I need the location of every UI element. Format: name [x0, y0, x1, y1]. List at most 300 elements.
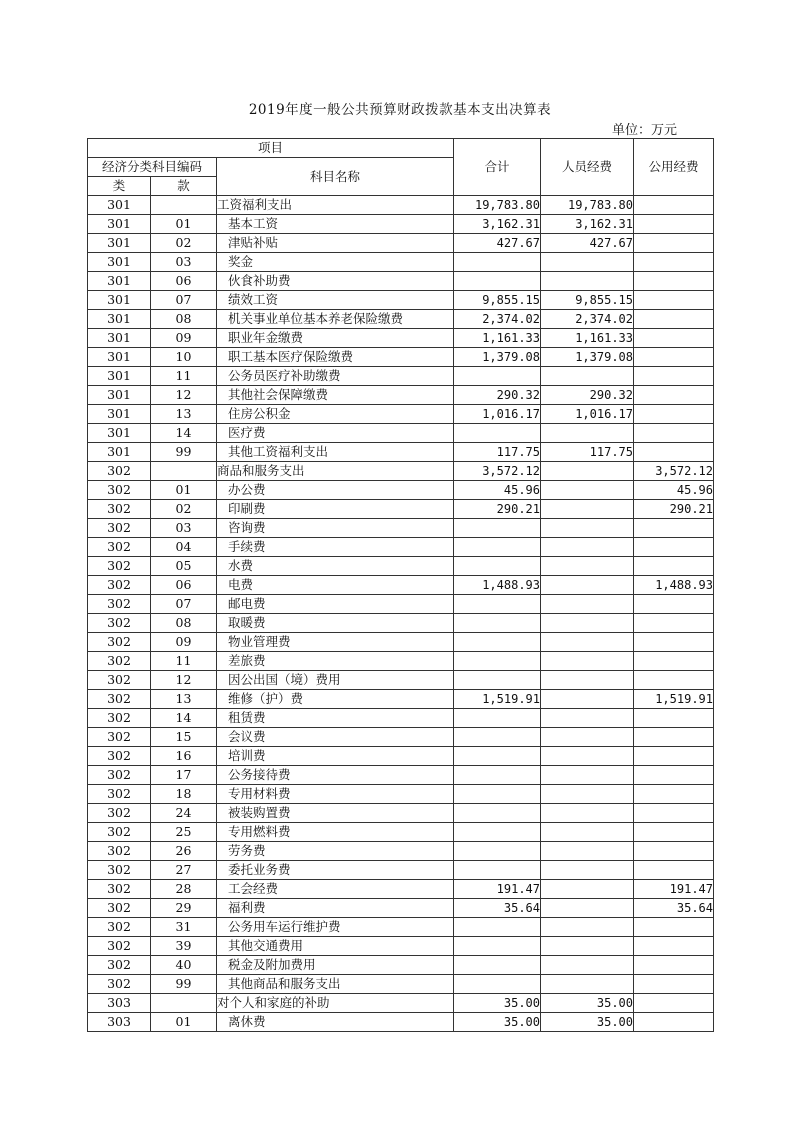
cell-total	[454, 861, 541, 880]
table-row	[88, 842, 714, 861]
cell-lei: 302	[88, 519, 151, 538]
table-row	[88, 614, 714, 633]
cell-name: 邮电费	[217, 595, 454, 614]
cell-public	[634, 994, 714, 1013]
cell-name: 物业管理费	[217, 633, 454, 652]
cell-name: 职工基本医疗保险缴费	[217, 348, 454, 367]
table-row	[88, 728, 714, 747]
budget-table	[87, 138, 714, 1032]
cell-public	[634, 633, 714, 652]
cell-lei: 302	[88, 766, 151, 785]
table-row	[88, 576, 714, 595]
cell-lei: 302	[88, 823, 151, 842]
cell-total	[454, 538, 541, 557]
cell-kuan: 08	[151, 310, 217, 329]
table-row	[88, 747, 714, 766]
cell-lei: 301	[88, 196, 151, 215]
cell-public: 290.21	[634, 500, 714, 519]
cell-name: 因公出国（境）费用	[217, 671, 454, 690]
cell-public	[634, 804, 714, 823]
cell-personnel	[541, 766, 634, 785]
cell-lei: 302	[88, 690, 151, 709]
cell-total	[454, 956, 541, 975]
cell-kuan	[151, 196, 217, 215]
cell-lei: 302	[88, 671, 151, 690]
cell-name: 伙食补助费	[217, 272, 454, 291]
cell-total	[454, 633, 541, 652]
table-row	[88, 956, 714, 975]
cell-total	[454, 253, 541, 272]
header-name: 科目名称	[217, 158, 454, 196]
cell-name: 福利费	[217, 899, 454, 918]
cell-lei: 301	[88, 215, 151, 234]
cell-public	[634, 215, 714, 234]
cell-lei: 302	[88, 652, 151, 671]
cell-personnel	[541, 253, 634, 272]
cell-name: 手续费	[217, 538, 454, 557]
cell-total: 1,161.33	[454, 329, 541, 348]
cell-kuan: 99	[151, 975, 217, 994]
header-lei: 类	[88, 177, 151, 196]
cell-personnel	[541, 728, 634, 747]
table-row	[88, 443, 714, 462]
cell-lei: 302	[88, 937, 151, 956]
cell-kuan: 08	[151, 614, 217, 633]
cell-name: 工会经费	[217, 880, 454, 899]
cell-name: 办公费	[217, 481, 454, 500]
cell-name: 专用材料费	[217, 785, 454, 804]
cell-public	[634, 367, 714, 386]
cell-total	[454, 842, 541, 861]
cell-personnel	[541, 861, 634, 880]
cell-total	[454, 519, 541, 538]
cell-name: 培训费	[217, 747, 454, 766]
cell-public	[634, 975, 714, 994]
cell-personnel	[541, 671, 634, 690]
cell-total: 35.00	[454, 1013, 541, 1032]
cell-kuan: 06	[151, 272, 217, 291]
cell-public	[634, 861, 714, 880]
cell-total	[454, 785, 541, 804]
cell-lei: 301	[88, 348, 151, 367]
cell-total	[454, 367, 541, 386]
cell-lei: 302	[88, 728, 151, 747]
cell-kuan: 14	[151, 709, 217, 728]
cell-total	[454, 671, 541, 690]
cell-public	[634, 443, 714, 462]
cell-personnel: 427.67	[541, 234, 634, 253]
cell-personnel	[541, 557, 634, 576]
cell-lei: 301	[88, 386, 151, 405]
table-row	[88, 804, 714, 823]
cell-personnel	[541, 481, 634, 500]
cell-name: 基本工资	[217, 215, 454, 234]
table-row	[88, 880, 714, 899]
cell-lei: 301	[88, 367, 151, 386]
cell-lei: 301	[88, 424, 151, 443]
cell-lei: 302	[88, 633, 151, 652]
cell-total	[454, 424, 541, 443]
cell-total: 427.67	[454, 234, 541, 253]
cell-total: 9,855.15	[454, 291, 541, 310]
cell-kuan: 09	[151, 633, 217, 652]
cell-name: 商品和服务支出	[217, 462, 454, 481]
cell-name: 印刷费	[217, 500, 454, 519]
cell-kuan: 15	[151, 728, 217, 747]
cell-personnel	[541, 880, 634, 899]
cell-public	[634, 709, 714, 728]
cell-name: 其他社会保障缴费	[217, 386, 454, 405]
cell-public	[634, 424, 714, 443]
cell-personnel: 290.32	[541, 386, 634, 405]
table-row	[88, 1013, 714, 1032]
cell-name: 电费	[217, 576, 454, 595]
cell-lei: 303	[88, 994, 151, 1013]
cell-public	[634, 823, 714, 842]
cell-public: 45.96	[634, 481, 714, 500]
page-title: 2019年度一般公共预算财政拨款基本支出决算表	[248, 102, 552, 118]
cell-total: 35.64	[454, 899, 541, 918]
cell-kuan: 17	[151, 766, 217, 785]
cell-total	[454, 652, 541, 671]
cell-public: 1,488.93	[634, 576, 714, 595]
cell-kuan: 10	[151, 348, 217, 367]
cell-total	[454, 823, 541, 842]
cell-total: 2,374.02	[454, 310, 541, 329]
cell-personnel	[541, 842, 634, 861]
cell-lei: 302	[88, 918, 151, 937]
cell-name: 公务用车运行维护费	[217, 918, 454, 937]
cell-kuan: 29	[151, 899, 217, 918]
cell-personnel: 117.75	[541, 443, 634, 462]
cell-lei: 302	[88, 614, 151, 633]
header-kuan: 款	[151, 177, 217, 196]
cell-kuan: 06	[151, 576, 217, 595]
cell-total	[454, 747, 541, 766]
cell-kuan: 13	[151, 405, 217, 424]
cell-lei: 302	[88, 557, 151, 576]
table-row	[88, 424, 714, 443]
cell-kuan: 01	[151, 215, 217, 234]
cell-kuan: 16	[151, 747, 217, 766]
cell-lei: 302	[88, 975, 151, 994]
cell-lei: 302	[88, 899, 151, 918]
cell-lei: 302	[88, 804, 151, 823]
cell-personnel: 2,374.02	[541, 310, 634, 329]
table-row	[88, 785, 714, 804]
cell-personnel	[541, 918, 634, 937]
cell-name: 绩效工资	[217, 291, 454, 310]
cell-lei: 302	[88, 500, 151, 519]
cell-name: 公务接待费	[217, 766, 454, 785]
cell-total	[454, 937, 541, 956]
cell-kuan: 07	[151, 291, 217, 310]
unit-label: 单位：万元	[612, 123, 678, 138]
cell-personnel: 1,161.33	[541, 329, 634, 348]
cell-name: 税金及附加费用	[217, 956, 454, 975]
table-row	[88, 557, 714, 576]
cell-public: 1,519.91	[634, 690, 714, 709]
cell-public: 3,572.12	[634, 462, 714, 481]
cell-personnel: 35.00	[541, 1013, 634, 1032]
cell-kuan: 07	[151, 595, 217, 614]
table-row	[88, 709, 714, 728]
cell-public	[634, 329, 714, 348]
cell-lei: 302	[88, 842, 151, 861]
cell-name: 其他商品和服务支出	[217, 975, 454, 994]
cell-name: 被装购置费	[217, 804, 454, 823]
cell-public	[634, 1013, 714, 1032]
header-total: 合计	[454, 139, 541, 196]
table-row	[88, 215, 714, 234]
cell-name: 医疗费	[217, 424, 454, 443]
cell-personnel	[541, 595, 634, 614]
table-row	[88, 196, 714, 215]
cell-personnel: 3,162.31	[541, 215, 634, 234]
cell-kuan	[151, 994, 217, 1013]
cell-total: 1,016.17	[454, 405, 541, 424]
cell-kuan: 02	[151, 234, 217, 253]
cell-public	[634, 652, 714, 671]
cell-kuan: 11	[151, 652, 217, 671]
cell-name: 专用燃料费	[217, 823, 454, 842]
cell-total	[454, 728, 541, 747]
cell-kuan: 26	[151, 842, 217, 861]
cell-public	[634, 348, 714, 367]
table-row	[88, 975, 714, 994]
cell-lei: 302	[88, 709, 151, 728]
cell-name: 差旅费	[217, 652, 454, 671]
table-row	[88, 766, 714, 785]
cell-public	[634, 519, 714, 538]
cell-personnel	[541, 272, 634, 291]
cell-public	[634, 386, 714, 405]
cell-public	[634, 842, 714, 861]
cell-personnel	[541, 937, 634, 956]
cell-name: 水费	[217, 557, 454, 576]
table-row	[88, 823, 714, 842]
cell-personnel	[541, 633, 634, 652]
cell-total	[454, 975, 541, 994]
cell-total: 191.47	[454, 880, 541, 899]
cell-name: 委托业务费	[217, 861, 454, 880]
cell-name: 对个人和家庭的补助	[217, 994, 454, 1013]
cell-personnel	[541, 576, 634, 595]
cell-lei: 303	[88, 1013, 151, 1032]
cell-lei: 301	[88, 310, 151, 329]
table-row	[88, 462, 714, 481]
cell-public	[634, 728, 714, 747]
cell-total	[454, 804, 541, 823]
cell-kuan: 01	[151, 481, 217, 500]
cell-total: 45.96	[454, 481, 541, 500]
cell-name: 劳务费	[217, 842, 454, 861]
cell-lei: 301	[88, 272, 151, 291]
cell-kuan: 12	[151, 671, 217, 690]
cell-total: 3,162.31	[454, 215, 541, 234]
cell-public	[634, 253, 714, 272]
table-row	[88, 652, 714, 671]
cell-personnel: 1,379.08	[541, 348, 634, 367]
cell-public	[634, 557, 714, 576]
cell-public	[634, 937, 714, 956]
table-row	[88, 633, 714, 652]
cell-lei: 301	[88, 234, 151, 253]
cell-personnel	[541, 709, 634, 728]
cell-lei: 301	[88, 291, 151, 310]
table-row	[88, 690, 714, 709]
cell-kuan: 99	[151, 443, 217, 462]
table-row	[88, 937, 714, 956]
cell-total	[454, 272, 541, 291]
cell-total	[454, 918, 541, 937]
cell-lei: 301	[88, 405, 151, 424]
cell-name: 工资福利支出	[217, 196, 454, 215]
cell-total	[454, 557, 541, 576]
cell-total: 1,519.91	[454, 690, 541, 709]
cell-kuan: 40	[151, 956, 217, 975]
cell-name: 奖金	[217, 253, 454, 272]
table-row	[88, 519, 714, 538]
table-row	[88, 367, 714, 386]
cell-name: 咨询费	[217, 519, 454, 538]
cell-kuan: 18	[151, 785, 217, 804]
cell-personnel	[541, 519, 634, 538]
cell-lei: 302	[88, 747, 151, 766]
cell-public	[634, 785, 714, 804]
cell-name: 维修（护）费	[217, 690, 454, 709]
cell-personnel	[541, 690, 634, 709]
cell-total: 19,783.80	[454, 196, 541, 215]
table-body	[88, 196, 714, 1032]
cell-name: 租赁费	[217, 709, 454, 728]
cell-total: 290.32	[454, 386, 541, 405]
table-row	[88, 538, 714, 557]
cell-kuan: 02	[151, 500, 217, 519]
cell-kuan: 39	[151, 937, 217, 956]
cell-personnel	[541, 424, 634, 443]
table-row	[88, 500, 714, 519]
cell-public	[634, 291, 714, 310]
table-row	[88, 386, 714, 405]
cell-public	[634, 196, 714, 215]
cell-kuan	[151, 462, 217, 481]
cell-total	[454, 614, 541, 633]
cell-public	[634, 918, 714, 937]
table-row	[88, 310, 714, 329]
table-row	[88, 234, 714, 253]
cell-public	[634, 405, 714, 424]
cell-kuan: 09	[151, 329, 217, 348]
table-row	[88, 861, 714, 880]
table-row	[88, 671, 714, 690]
table-row	[88, 595, 714, 614]
cell-kuan: 27	[151, 861, 217, 880]
table-row	[88, 329, 714, 348]
cell-total	[454, 766, 541, 785]
cell-lei: 302	[88, 481, 151, 500]
cell-kuan: 03	[151, 519, 217, 538]
cell-total: 290.21	[454, 500, 541, 519]
cell-kuan: 12	[151, 386, 217, 405]
cell-personnel	[541, 652, 634, 671]
cell-public: 191.47	[634, 880, 714, 899]
cell-kuan: 13	[151, 690, 217, 709]
cell-name: 住房公积金	[217, 405, 454, 424]
table-header	[88, 139, 714, 196]
cell-personnel	[541, 462, 634, 481]
cell-name: 离休费	[217, 1013, 454, 1032]
cell-total: 1,488.93	[454, 576, 541, 595]
table-row	[88, 291, 714, 310]
cell-personnel	[541, 367, 634, 386]
table-row	[88, 348, 714, 367]
cell-kuan: 28	[151, 880, 217, 899]
cell-kuan: 11	[151, 367, 217, 386]
cell-lei: 301	[88, 253, 151, 272]
cell-personnel	[541, 614, 634, 633]
cell-name: 津贴补贴	[217, 234, 454, 253]
header-project: 项目	[88, 139, 454, 158]
table-row	[88, 918, 714, 937]
cell-kuan: 25	[151, 823, 217, 842]
cell-kuan: 24	[151, 804, 217, 823]
cell-public	[634, 538, 714, 557]
cell-total: 3,572.12	[454, 462, 541, 481]
header-public: 公用经费	[634, 139, 714, 196]
cell-personnel	[541, 500, 634, 519]
cell-personnel: 1,016.17	[541, 405, 634, 424]
cell-public	[634, 310, 714, 329]
cell-total: 1,379.08	[454, 348, 541, 367]
cell-name: 职业年金缴费	[217, 329, 454, 348]
cell-personnel	[541, 899, 634, 918]
cell-personnel: 19,783.80	[541, 196, 634, 215]
table-row	[88, 481, 714, 500]
cell-name: 其他工资福利支出	[217, 443, 454, 462]
cell-name: 机关事业单位基本养老保险缴费	[217, 310, 454, 329]
cell-total	[454, 709, 541, 728]
cell-public	[634, 595, 714, 614]
cell-personnel	[541, 785, 634, 804]
cell-public	[634, 614, 714, 633]
cell-lei: 302	[88, 595, 151, 614]
header-personnel: 人员经费	[541, 139, 634, 196]
cell-lei: 302	[88, 880, 151, 899]
cell-public	[634, 747, 714, 766]
cell-personnel	[541, 823, 634, 842]
table-row	[88, 272, 714, 291]
table-row	[88, 899, 714, 918]
cell-total	[454, 595, 541, 614]
cell-personnel	[541, 538, 634, 557]
cell-public	[634, 272, 714, 291]
cell-public	[634, 671, 714, 690]
cell-personnel	[541, 804, 634, 823]
cell-lei: 301	[88, 443, 151, 462]
cell-kuan: 01	[151, 1013, 217, 1032]
table-row	[88, 994, 714, 1013]
cell-total: 117.75	[454, 443, 541, 462]
cell-lei: 302	[88, 576, 151, 595]
cell-kuan: 05	[151, 557, 217, 576]
cell-public: 35.64	[634, 899, 714, 918]
cell-public	[634, 766, 714, 785]
cell-name: 其他交通费用	[217, 937, 454, 956]
cell-lei: 301	[88, 329, 151, 348]
table-row	[88, 405, 714, 424]
cell-lei: 302	[88, 785, 151, 804]
